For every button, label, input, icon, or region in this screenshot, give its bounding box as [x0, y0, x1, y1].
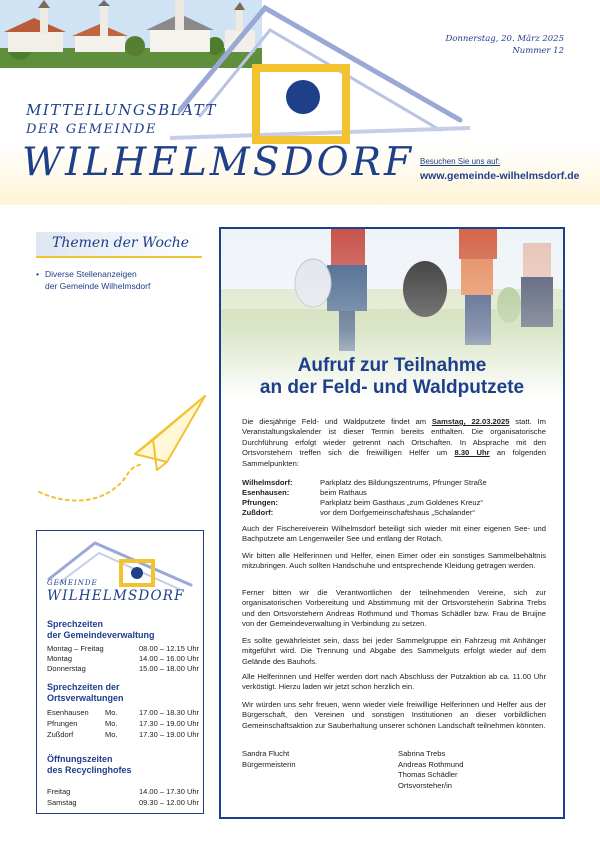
location-name: Esenhausen:: [242, 488, 290, 497]
row-weekday: Mo.: [105, 730, 118, 739]
row-day: Samstag: [47, 798, 77, 807]
row-time: 17.30 – 19.00 Uhr: [139, 719, 200, 728]
table-row: [47, 798, 199, 808]
location-place: beim Rathaus: [320, 488, 367, 497]
table-row: [47, 664, 199, 674]
article-title-line1: Aufruf zur Teilnahme: [297, 355, 487, 376]
row-weekday: Mo.: [105, 719, 118, 728]
themen-item-line2: der Gemeinde Wilhelmsdorf: [45, 281, 151, 291]
paragraph-invitation: Wir würden uns sehr freuen, wenn wieder viele freiwillige Helferinnen und Helfer aus der Bürgerschaft, den Vereinen und sonstigen Institutionen an dieser vorbildlichen Gemeinschaftsaktion zur Sauberhaltung unserer schönen Landschaft teilnehmen könnten.: [242, 700, 546, 730]
row-time: 17.00 – 18.30 Uhr: [139, 708, 200, 717]
section-title-line2: der Gemeindeverwaltung: [47, 630, 155, 640]
signature-local-heads: [398, 749, 463, 791]
location-row: [242, 478, 546, 488]
row-day: Zußdorf: [47, 730, 74, 739]
intro-text-b: statt. Im Veranstaltungskalender ist dieser Termin bereits enthalten. Die organisatorische Durchführung erfolgt wieder getrennt nach Ortschaften. In Absprache mit den Ortsvorstehern treffen sich die freiwilligen Helfer um: [242, 417, 546, 458]
location-place: vor dem Dorfgemeinschaftshaus „Schalander“: [320, 508, 475, 517]
row-day: Freitag: [47, 787, 71, 796]
row-time: 14.00 – 17.30 Uhr: [139, 787, 200, 796]
row-day: Montag – Freitag: [47, 644, 104, 653]
themen-title: Themen der Woche: [52, 235, 190, 251]
bullet-icon: •: [36, 269, 39, 279]
office-hours-box: [36, 530, 204, 814]
location-name: Zußdorf:: [242, 508, 274, 517]
table-row: [47, 730, 199, 740]
location-row: [242, 488, 546, 498]
location-name: Wilhelmsdorf:: [242, 478, 293, 487]
signature-role: Ortsvorsteher/in: [398, 780, 453, 790]
event-date: Samstag, 22.03.2025: [431, 417, 510, 426]
signature-mayor: [242, 749, 296, 770]
masthead-name: WILHELMSDORF: [22, 140, 415, 185]
logo-text-gemeinde: GEMEINDE: [47, 579, 98, 587]
themen-header: [36, 232, 202, 258]
section-title: [47, 754, 132, 776]
signature-name: Sabrina Trebs: [398, 749, 446, 758]
list-item[interactable]: [36, 268, 206, 292]
themen-list: [36, 268, 206, 292]
signature-name: Sandra Flucht: [242, 749, 290, 758]
row-time: 09.30 – 12.00 Uhr: [139, 798, 200, 807]
location-place: Parkplatz des Bildungszentrums, Pfrunger Straße: [320, 478, 487, 487]
table-row: [47, 719, 199, 729]
location-place: Parkplatz beim Gasthaus „zum Goldenes Kreuz“: [320, 498, 483, 507]
paragraph-catering: Alle Helferinnen und Helfer werden dort nach Abschluss der Putzaktion ab ca. 11.00 Uhr verköstigt. Hierzu laden wir jetzt schon herzlich ein.: [242, 672, 546, 692]
paper-plane-icon: [35, 392, 210, 510]
section-title: [47, 619, 155, 641]
paragraph-vehicles: Es sollte gewährleistet sein, dass bei jeder Sammelgruppe ein Fahrzeug mit Anhänger mitgeführt wird. Die Trennung und Abgabe des Sammelguts erfolgt wieder auf dem Gelände des Bauhofs.: [242, 636, 546, 666]
article-title-line2: an der Feld- und Waldputzete: [259, 377, 525, 398]
issue-number: Nummer 12: [512, 46, 564, 56]
row-day: Pfrungen: [47, 719, 78, 728]
issue-date: Donnerstag, 20. März 2025: [445, 34, 564, 44]
signature-name: Thomas Schädler: [398, 770, 458, 779]
issue-info: [445, 33, 564, 57]
row-day: Esenhausen: [47, 708, 89, 717]
paragraph-organisation: Ferner bitten wir die Verantwortlichen der teilnehmenden Vereine, sich zur organisatorischen Vorbereitung und Abstimmung mit der Ortsvorsteherin Sabrina Trebs und den Ortsvorstehern Andreas Rothmund und Thomas Schädler bzw. Frau de Bruijne von der Gemeindeverwaltung in Verbindung zu setzen.: [242, 588, 546, 629]
location-row: [242, 508, 546, 518]
location-name: Pfrungen:: [242, 498, 278, 507]
section-title: [47, 682, 124, 704]
section-title-line1: Sprechzeiten der: [47, 682, 120, 692]
table-row: [47, 708, 199, 718]
main-article: [219, 227, 565, 819]
website-link[interactable]: www.gemeinde-wilhelmsdorf.de: [420, 170, 580, 182]
signature-name: Andreas Rothmund: [398, 759, 464, 769]
masthead-line2: DER GEMEINDE: [26, 122, 157, 137]
row-time: 14.00 – 16.00 Uhr: [139, 654, 200, 663]
section-title-line1: Sprechzeiten: [47, 619, 104, 629]
section-title-line2: des Recyclinghofes: [47, 765, 132, 775]
intro-text-a: Die diesjährige Feld- und Waldputzete findet am: [242, 417, 432, 426]
table-row: [47, 644, 199, 654]
header: [0, 0, 600, 205]
row-time: 08.00 – 12.15 Uhr: [139, 644, 200, 653]
row-time: 17.30 – 19.00 Uhr: [139, 730, 200, 739]
section-title-line2: Ortsverwaltungen: [47, 693, 124, 703]
themen-item-line1: Diverse Stellenanzeigen: [45, 269, 137, 279]
visit-label[interactable]: Besuchen Sie uns auf:: [420, 157, 501, 166]
location-row: [242, 498, 546, 508]
intro-text-c: an folgenden Sammelpunkten:: [242, 448, 546, 468]
paragraph-fischereiverein: Auch der Fischereiverein Wilhelmsdorf beteiligt sich wieder mit einer eigenen See- und Bachputzete am Lengenweiler See und entlang der Rotach.: [242, 524, 546, 544]
row-day: Montag: [47, 654, 73, 663]
masthead-line1: MITTEILUNGSBLATT: [26, 101, 217, 119]
section-title-line1: Öffnungszeiten: [47, 754, 113, 764]
paragraph-intro: [242, 417, 546, 469]
article-title: [221, 355, 563, 399]
logo-text-name: WILHELMSDORF: [47, 588, 185, 604]
row-weekday: Mo.: [105, 708, 118, 717]
table-row: [47, 787, 199, 797]
row-day: Donnerstag: [47, 664, 86, 673]
paragraph-equipment: Wir bitten alle Helferinnen und Helfer, einen Eimer oder ein sonstiges Sammelbehältnis mitzubringen. Auch sollten Handschuhe und entsprechende Kleidung getragen werden.: [242, 551, 546, 571]
signature-role: Bürgermeisterin: [242, 759, 296, 769]
meeting-time: 8.30 Uhr: [454, 448, 490, 458]
row-time: 15.00 – 18.00 Uhr: [139, 664, 200, 673]
table-row: [47, 654, 199, 664]
